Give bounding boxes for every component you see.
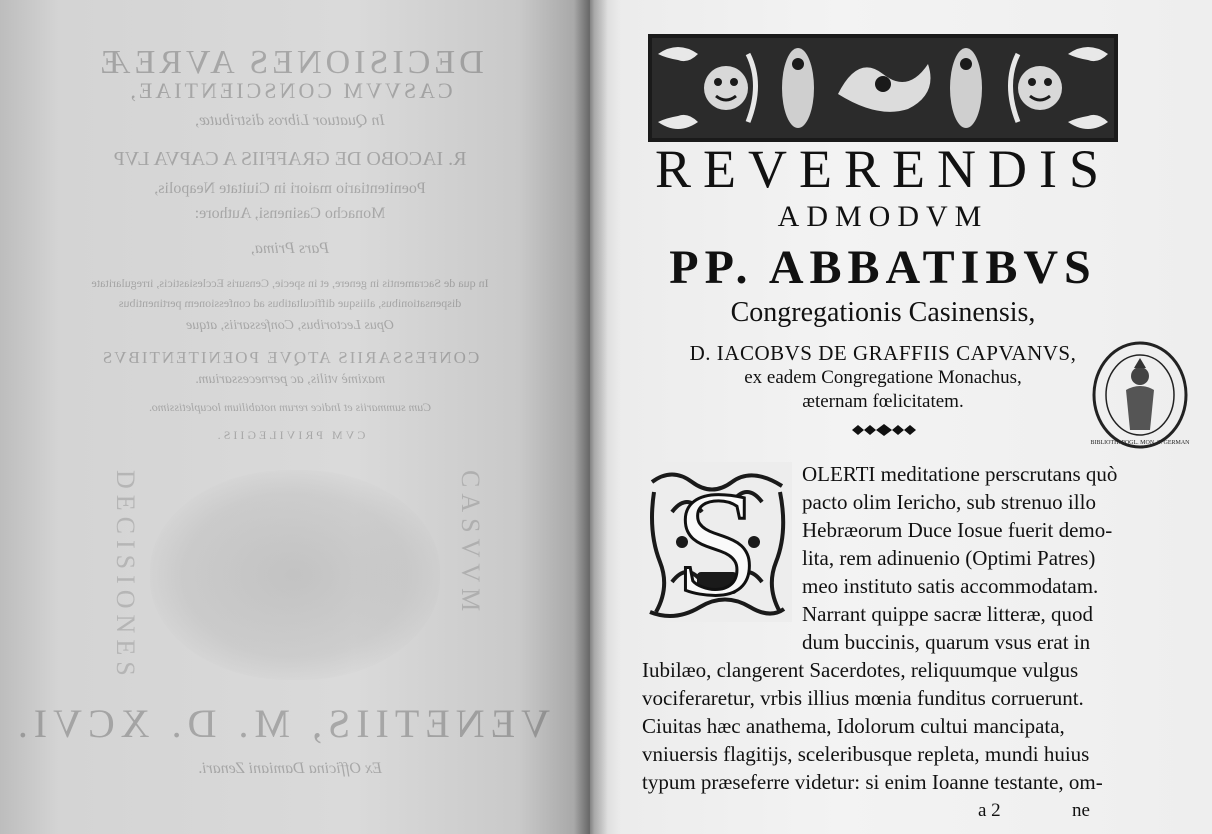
body-line: vniuersis flagitijs, sceleribusque repleta, mundi huius [642,742,1090,766]
dedication-monachus: ex eadem Congregatione Monachus, [744,367,1022,388]
bleed-author: R. IACOBO DE GRAFFIIS A CAPVA LVP [113,148,467,170]
body-line: typum præseferre videtur: si enim Ioanne testante, om- [642,770,1103,794]
bleed-line: CONFESSARIIS ATQVE POENITENTIBVS [100,348,480,367]
body-line: Hebræorum Duce Iosue fuerit demo- [802,518,1113,542]
dedication-heading-reverendis: REVERENDIS [655,139,1111,199]
signature-mark: a 2 [978,800,1001,821]
bleed-privilege: CVM PRIVILEGIIS. [214,428,366,442]
catchword: ne [1072,800,1090,821]
bleed-line: Pars Prima, [250,240,330,257]
bleed-side-text: DECISIONES [111,470,140,682]
bleed-title: DECISIONES AVREÆ [96,44,484,81]
bleed-imprint: VENETIIS, M. D. XCVI. [11,701,550,746]
book-gutter [574,0,608,834]
dedication-congregation: Congregationis Casinensis, [730,297,1036,328]
body-line: lita, rem adinuenio (Optimi Patres) [802,546,1096,570]
dedication-heading-abbatibus: PP. ABBATIBVS [669,241,1097,294]
dedication-author: D. IACOBVS DE GRAFFIIS CAPVANVS, [689,341,1077,365]
bleed-emblem-image [150,470,440,680]
bleed-line: Cum summariis et Indice rerum notabilium locupletissimo. [148,400,432,414]
bleed-side-text: CASVVM [456,470,485,618]
bleed-subtitle: CASVVM CONSCIENTIAE, [127,78,453,103]
body-line: OLERTI meditatione perscrutans quò [802,462,1118,486]
printers-ornament-icon [850,422,918,438]
left-page [0,0,590,834]
woodcut-headpiece [648,34,1118,142]
body-line: Ciuitas hæc anathema, Idolorum cultui mancipata, [642,714,1065,738]
bleed-line: Poenitentiario maiori in Ciuitate Neapolis, [154,180,426,197]
library-stamp [1090,340,1190,450]
bleed-line: Opus Lectoribus, Confessariis, atque [185,318,395,333]
bleed-printer: Ex Officina Damiani Zenari. [198,760,382,777]
body-line: Iubilæo, clangerent Sacerdotes, reliquumque vulgus [642,658,1079,682]
body-line: vociferaretur, vrbis illius mœnia funditus corruerunt. [642,686,1084,710]
body-line: pacto olim Iericho, sub strenuo illo [802,490,1096,514]
bleed-line: In Quatuor Libros distributæ, [195,112,385,129]
body-line: meo instituto satis accommodatam. [802,574,1099,598]
stamp-text: BIBLIOTH. POGL. MON. S. GERMAN [1090,440,1190,446]
dedication-aeternam: æternam fœlicitatem. [802,391,964,412]
bleed-line: In qua de Sacramentis in genere, et in specie, Censuris Ecclesiasticis, irregularitate [91,276,489,290]
bleed-line: maximè vtilis, ac pernecessarium. [194,372,386,387]
bleed-line: dispensationibus, aliisque difficultatibus ad confessionem pertinentibus [118,296,462,310]
body-line: dum buccinis, quarum vsus erat in [802,630,1091,654]
body-line: Narrant quippe sacræ litteræ, quod [802,602,1094,626]
dedication-heading-admodum: ADMODVM [777,200,989,233]
bleed-line: Monacho Casinensi, Authore: [194,205,386,222]
ornamental-dropcap [642,462,792,622]
dropcap-letter: S [675,462,759,622]
